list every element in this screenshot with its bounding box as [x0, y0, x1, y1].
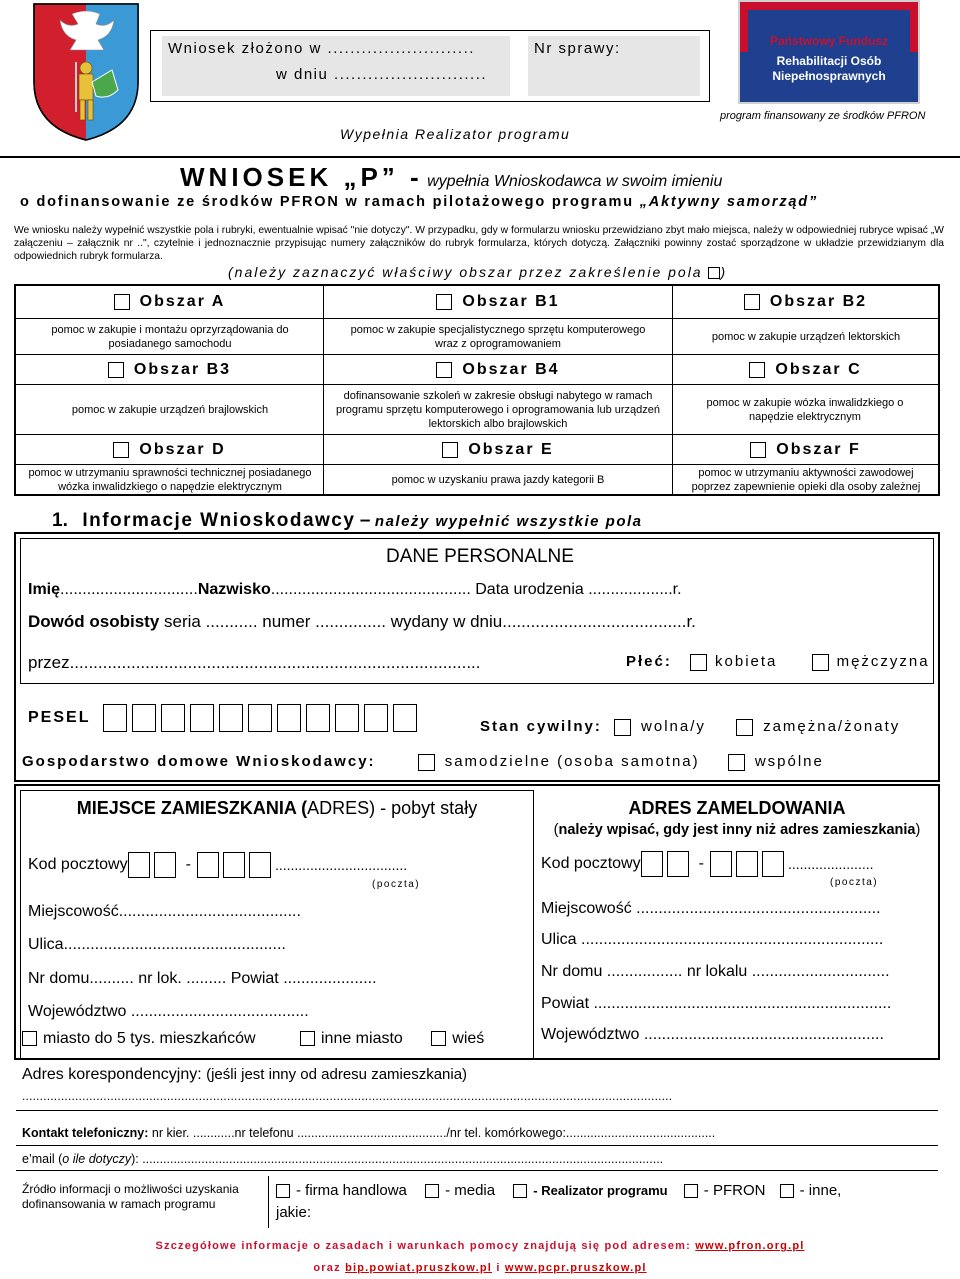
gender-male-label: mężczyzna — [836, 653, 930, 670]
email-label-b: o ile dotyczy — [62, 1152, 132, 1166]
area-f-desc: pomoc w utrzymaniu aktywności zawodowej poprzez zapewnienie opieki dla osoby zależnej — [691, 467, 921, 493]
postal-digit-box[interactable] — [249, 852, 271, 878]
contact-row — [22, 1126, 932, 1140]
correspondence-input[interactable]: ........................................................................................................................................................................................ — [22, 1089, 673, 1103]
section-1-number: 1. — [52, 510, 68, 531]
area-d-checkbox[interactable] — [113, 442, 129, 458]
area-b4-checkbox[interactable] — [436, 362, 452, 378]
left-post-office-input[interactable]: .................................. — [274, 857, 408, 873]
gender-female-checkbox[interactable] — [690, 654, 707, 671]
source-other-checkbox[interactable] — [780, 1184, 794, 1198]
correspondence-label: Adres korespondencyjny: — [22, 1066, 202, 1083]
correspondence-note: (jeśli jest inny od adresu zamieszkania) — [206, 1066, 468, 1083]
issued-by-field[interactable]: przez....................................................................................... — [28, 653, 481, 672]
form-title-sub: wypełnia Wnioskodawca w swoim imieniu — [427, 173, 723, 190]
address-divider — [16, 1058, 938, 1059]
residence-heading-b: ADRES — [307, 798, 370, 818]
pesel-digit-box[interactable] — [103, 704, 127, 732]
mark-area-note — [228, 264, 727, 280]
right-postal-input-2[interactable] — [710, 855, 788, 872]
form-title — [180, 162, 722, 193]
correspondence-row — [22, 1066, 467, 1084]
area-b1-option[interactable] — [324, 286, 672, 318]
area-d-option[interactable] — [16, 435, 323, 464]
email-divider — [16, 1170, 938, 1171]
form-subtitle-a: o dofinansowanie ze środków PFRON w ramach pilotażowego programu — [20, 194, 634, 210]
area-c-checkbox[interactable] — [749, 362, 765, 378]
area-e-desc: pomoc w uzyskaniu prawa jazdy kategorii B — [391, 474, 605, 486]
locality-small-checkbox[interactable] — [22, 1031, 37, 1046]
area-b3-option[interactable] — [16, 355, 323, 384]
right-postal-input[interactable] — [641, 855, 693, 872]
form-subtitle — [20, 194, 818, 210]
household-label: Gospodarstwo domowe Wnioskodawcy: — [22, 753, 376, 770]
registered-subheading — [534, 822, 940, 838]
right-post-office-caption: (poczta) — [830, 877, 879, 888]
checkbox-icon — [708, 267, 720, 279]
area-e-checkbox[interactable] — [442, 442, 458, 458]
area-b1-label: Obszar B1 — [462, 293, 560, 310]
area-b4-label: Obszar B4 — [462, 360, 560, 378]
pesel-digit-box[interactable] — [364, 704, 388, 732]
area-c-label: Obszar C — [775, 360, 862, 378]
area-e-label: Obszar E — [468, 440, 554, 458]
bip-link[interactable]: bip.powiat.pruszkow.pl — [345, 1262, 493, 1274]
source-shop-label: - firma handlowa — [296, 1182, 407, 1199]
area-e-option[interactable] — [324, 435, 672, 464]
locality-city-checkbox[interactable] — [300, 1031, 315, 1046]
area-d-desc: pomoc w utrzymaniu sprawności technicznej posiadanego wózka inwalidzkiego o napędzie elektrycznym — [28, 467, 312, 493]
right-postal-label: Kod pocztowy — [541, 855, 641, 872]
source-other-label: - inne, — [799, 1182, 842, 1199]
area-a-desc: pomoc w zakupie i montażu oprzyrządowania do posiadanego samochodu — [51, 323, 289, 350]
left-postal-dash: - — [185, 856, 191, 873]
correspondence-bottom-line — [16, 1110, 938, 1111]
name-row — [28, 581, 682, 599]
issued-by-row — [28, 653, 480, 673]
contact-divider — [16, 1145, 938, 1146]
household-shared-checkbox[interactable] — [728, 754, 745, 771]
right-postal-row — [541, 851, 874, 877]
pfron-caption: program finansowany ze środków PFRON — [720, 110, 926, 122]
right-county-field[interactable]: Powiat ................................................................... — [541, 995, 892, 1012]
gender-female-label: kobieta — [715, 653, 778, 670]
locality-village-checkbox[interactable] — [431, 1031, 446, 1046]
postal-digit-box[interactable] — [667, 851, 689, 877]
area-b3-label: Obszar B3 — [133, 360, 232, 378]
household-alone-label: samodzielne (osoba samotna) — [444, 753, 700, 770]
registered-sub-a: ( — [553, 822, 559, 838]
email-row — [22, 1152, 932, 1166]
area-b2-desc: pomoc w zakupie urządzeń lektorskich — [711, 330, 901, 343]
pesel-digit-box[interactable] — [335, 704, 359, 732]
area-b2-option[interactable] — [673, 286, 938, 318]
instructions-text: We wniosku należy wypełnić wszystkie pola i rubryki, ewentualnie wpisać "nie dotyczy". W przypadku, gdy w formularzu wniosku przewidziano zbyt mało miejsca, należy w odpowiedniej rubryce wpisać „W załączeniu – załącznik nr ..", czytelnie i jednoznacznie przypisując numery załączników do rubryk formularza, których dotyczą. Załączniki powinny zostać sporządzone w układzie przewidzianym dla odpowiednich rubryk formularza. — [14, 225, 944, 262]
household-alone-checkbox[interactable] — [418, 754, 435, 771]
postal-digit-box[interactable] — [197, 852, 219, 878]
section-1-dash: – — [359, 510, 371, 531]
pesel-row — [28, 704, 422, 732]
pesel-digit-box[interactable] — [161, 704, 185, 732]
left-postal-label: Kod pocztowy — [28, 856, 128, 873]
household-shared-label: wspólne — [754, 753, 824, 770]
section-1-title: Informacje Wnioskodawcy — [82, 510, 356, 531]
source-shop-checkbox[interactable] — [276, 1184, 290, 1198]
pfron-logo — [738, 0, 920, 104]
left-postal-input[interactable] — [128, 856, 180, 873]
residence-heading-a: MIEJSCE ZAMIESZKANIA ( — [76, 798, 308, 818]
personal-data-heading: DANE PERSONALNE — [386, 546, 574, 567]
first-name-label: Imię — [28, 581, 61, 598]
submitted-date: w dniu ........................... — [276, 66, 488, 83]
postal-digit-box[interactable] — [736, 851, 758, 877]
area-b1-desc: pomoc w zakupie specjalistycznego sprzętu komputerowego wraz z oprogramowaniem — [350, 323, 646, 350]
last-name-input[interactable]: ............................................. — [270, 581, 471, 598]
area-a-label: Obszar A — [139, 293, 226, 310]
footer-line-1 — [0, 1240, 960, 1252]
source-media-label: - media — [445, 1182, 496, 1199]
coat-of-arms-logo — [32, 2, 140, 142]
source-realizator-checkbox[interactable] — [513, 1184, 527, 1198]
pesel-digit-box[interactable] — [190, 704, 214, 732]
pfron-logo-text-3: Niepełnosprawnych — [772, 69, 886, 83]
area-a-option[interactable] — [16, 286, 323, 318]
area-b2-checkbox[interactable] — [744, 294, 760, 310]
pesel-digit-box[interactable] — [393, 704, 417, 732]
section-1-note: należy wypełnić wszystkie pola — [374, 513, 643, 530]
area-c-desc: pomoc w zakupie wózka inwalidzkiego o napędzie elektrycznym — [706, 396, 904, 423]
footer-line-2 — [0, 1262, 960, 1274]
marital-status-label: Stan cywilny: — [480, 718, 602, 735]
form-subtitle-b: „Aktywny samorząd” — [639, 194, 818, 210]
gender-row — [626, 653, 930, 671]
postal-digit-box[interactable] — [128, 852, 150, 878]
area-b4-option[interactable] — [324, 355, 672, 384]
footer-oraz: oraz — [313, 1262, 341, 1274]
left-postal-input-2[interactable] — [197, 856, 275, 873]
residence-heading-c: ) - pobyt stały — [369, 798, 478, 818]
source-pfron-label: - PFRON — [703, 1182, 766, 1199]
left-post-office-caption: (poczta) — [372, 879, 421, 890]
postal-digit-box[interactable] — [641, 851, 663, 877]
pfron-link[interactable]: www.pfron.org.pl — [695, 1240, 805, 1252]
area-b4-desc: dofinansowanie szkoleń w zakresie obsługi nabytego w ramach programu sprzętu komputerowego i oprogramowania lub urządzeń lektorskich albo brajlowskich — [335, 389, 661, 430]
pesel-digit-box[interactable] — [219, 704, 243, 732]
left-voivodeship-field[interactable]: Województwo ........................................ — [28, 1003, 309, 1020]
area-f-option[interactable] — [673, 435, 938, 464]
header-divider — [0, 156, 960, 158]
pesel-digit-box[interactable] — [306, 704, 330, 732]
source-options — [276, 1182, 841, 1199]
source-pfron-checkbox[interactable] — [684, 1184, 698, 1198]
locality-village-label: wieś — [452, 1030, 485, 1047]
source-realizator-label: - Realizator programu — [533, 1183, 668, 1198]
footer-text: Szczegółowe informacje o zasadach i warunkach pomocy znajdują się pod adresem: — [155, 1240, 692, 1252]
left-street-field[interactable]: Ulica.................................................. — [28, 936, 286, 953]
marital-single-label: wolna/y — [641, 718, 706, 735]
area-b2-label: Obszar B2 — [769, 293, 868, 310]
source-label: Źródło informacji o możliwości uzyskania dofinansowania w ramach programu — [22, 1182, 239, 1211]
pesel-label: PESEL — [28, 709, 91, 727]
pesel-input[interactable] — [103, 709, 422, 726]
case-number-label: Nr sprawy: — [534, 40, 621, 57]
postal-digit-box[interactable] — [154, 852, 176, 878]
right-post-office-input[interactable]: ...................... — [787, 856, 874, 872]
id-row — [28, 612, 696, 632]
mark-area-end: ) — [720, 264, 728, 280]
locality-type-row — [22, 1030, 484, 1048]
marital-single-checkbox[interactable] — [614, 719, 631, 736]
gender-male-checkbox[interactable] — [812, 654, 829, 671]
pesel-digit-box[interactable] — [248, 704, 272, 732]
section-1-heading — [52, 510, 643, 532]
area-b3-desc: pomoc w zakupie urządzeń brajlowskich — [71, 403, 269, 416]
pcpr-link[interactable]: www.pcpr.pruszkow.pl — [504, 1262, 647, 1274]
marital-married-label: zamężna/żonaty — [763, 718, 901, 735]
area-f-checkbox[interactable] — [750, 442, 766, 458]
last-name-label: Nazwisko — [197, 581, 271, 598]
pesel-digit-box[interactable] — [132, 704, 156, 732]
email-input[interactable]: ...................................................................................................................................................... — [142, 1152, 664, 1166]
first-name-input[interactable]: ............................... — [60, 581, 198, 598]
postal-digit-box[interactable] — [762, 851, 784, 877]
household-row — [22, 753, 824, 771]
residence-heading — [20, 798, 534, 819]
right-postal-dash: - — [698, 855, 704, 872]
birth-date-field[interactable]: Data urodzenia ...................r. — [475, 581, 682, 598]
locality-city-label: inne miasto — [320, 1030, 403, 1047]
pfron-logo-text-1: Państwowy Fundusz — [769, 34, 888, 48]
right-street-field[interactable]: Ulica .................................................................... — [541, 931, 884, 948]
postal-digit-box[interactable] — [710, 851, 732, 877]
id-card-label: Dowód osobisty — [28, 612, 160, 631]
id-card-fields[interactable]: seria ........... numer ............... wydany w dniu.......................................r. — [164, 612, 696, 631]
area-b1-checkbox[interactable] — [436, 294, 452, 310]
registered-sub-b: należy wpisać, gdy jest inny niż adres zamieszkania — [558, 822, 916, 838]
locality-small-label: miasto do 5 tys. mieszkańców — [43, 1030, 256, 1047]
pfron-logo-text-2: Rehabilitacji Osób — [776, 54, 882, 68]
email-label-c: ): — [131, 1152, 139, 1166]
contact-phone-fields[interactable]: nr kier. ............nr telefonu .........................................../nr tel. komórkowego:........................................... — [151, 1126, 716, 1140]
pesel-digit-box[interactable] — [277, 704, 301, 732]
submitted-label: Wniosek złożono w .......................... — [168, 40, 475, 57]
left-house-field[interactable]: Nr domu.......... nr lok. ......... Powiat ..................... — [28, 970, 377, 987]
realizator-note: Wypełnia Realizator programu — [340, 126, 571, 142]
area-c-option[interactable] — [673, 355, 938, 384]
footer-i: i — [496, 1262, 501, 1274]
email-label-a: e’mail ( — [22, 1152, 63, 1166]
contact-label: Kontakt telefoniczny: — [22, 1126, 149, 1140]
mark-area-text: (należy zaznaczyć właściwy obszar przez zakreślenie pola — [228, 264, 703, 280]
registered-sub-c: ) — [915, 822, 921, 838]
right-voivodeship-field[interactable]: Województwo ...................................................... — [541, 1026, 884, 1043]
source-other-input[interactable]: jakie: — [276, 1204, 312, 1221]
area-b3-checkbox[interactable] — [108, 362, 124, 378]
postal-digit-box[interactable] — [223, 852, 245, 878]
area-f-label: Obszar F — [776, 440, 861, 458]
area-d-label: Obszar D — [139, 440, 226, 458]
marital-status-row — [480, 718, 900, 736]
left-city-field[interactable]: Miejscowość......................................... — [28, 903, 301, 920]
left-postal-row — [28, 852, 407, 878]
right-house-field[interactable]: Nr domu ................. nr lokalu ............................... — [541, 963, 890, 980]
area-a-checkbox[interactable] — [114, 294, 130, 310]
source-media-checkbox[interactable] — [425, 1184, 439, 1198]
form-title-main: WNIOSEK „P” - — [180, 162, 423, 192]
gender-label: Płeć: — [626, 653, 672, 670]
source-vline — [268, 1176, 269, 1228]
marital-married-checkbox[interactable] — [736, 719, 753, 736]
right-city-field[interactable]: Miejscowość ....................................................... — [541, 900, 881, 917]
registered-heading: ADRES ZAMELDOWANIA — [628, 798, 846, 818]
